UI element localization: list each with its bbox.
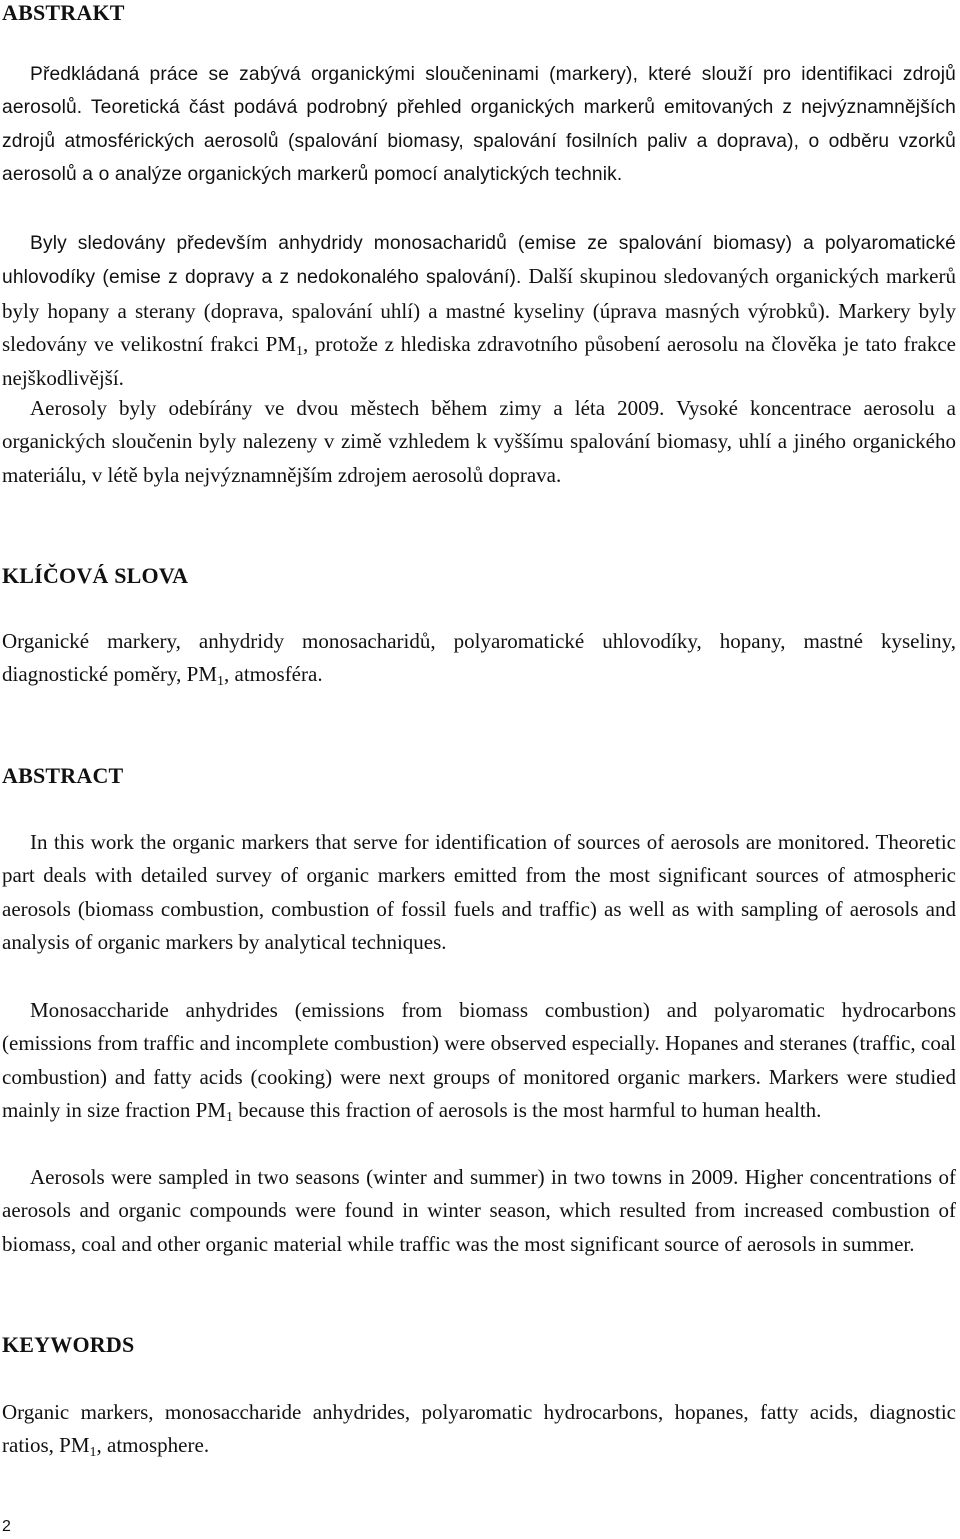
abstract-paragraph-2-text: Monosaccharide anhydrides (emissions from biomass combustion) and polyaromatic hydrocarbons (emissions from traffic and incomplete combustion) were observed especially. Hopanes and steranes (traffic, coal combustion) and fatty acids (cooking) were next groups of monitored organic markers. Markers were studied mainly in size fraction PM	[2, 998, 956, 1123]
abstrakt-paragraph-3: Aerosoly byly odebírány ve dvou městech během zimy a léta 2009. Vysoké koncentrace aerosolu a organických sloučenin byly nalezeny v zimě vzhledem k vyššímu spalování biomasy, uhlí a jiného organického materiálu, v létě byla nejvýznamnějším zdrojem aerosolů doprava.	[2, 396, 956, 487]
keywords-end: , atmosphere.	[96, 1433, 210, 1458]
klicova-slova-end: , atmosféra.	[224, 662, 323, 687]
abstract-paragraph-2	[2, 994, 956, 1128]
abstrakt-paragraph-2-serif-2: Markery byly sledovány ve velikostní frakci PM	[2, 298, 957, 357]
abstract-paragraph-1: In this work the organic markers that serve for identification of sources of aerosols are monitored. Theoretic part deals with detailed survey of organic markers emitted from the most significant sources of atmospheric aerosols (biomass combustion, combustion of fossil fuels and traffic) as well as with sampling of aerosols and analysis of organic markers by analytical techniques.	[2, 830, 956, 955]
abstract-paragraph-2-end: because this fraction of aerosols is the most harmful to human health.	[232, 1098, 822, 1123]
abstrakt-heading: ABSTRAKT	[2, 0, 125, 25]
pm-subscript: 1	[217, 674, 225, 690]
klicova-slova-list: Organické markery, anhydridy monosacharidů, polyaromatické uhlovodíky, hopany, mastné kyseliny, diagnostické poměry, PM	[2, 629, 956, 687]
abstrakt-paragraph-2-serif-1: Další skupinou sledovaných organických markerů byly hopany a sterany (doprava, spalování uhlí) a mastné kyseliny (úprava masných výrobků).	[2, 264, 956, 323]
pm-subscript: 1	[296, 344, 304, 360]
keywords-heading: KEYWORDS	[2, 1332, 135, 1357]
pm-subscript: 1	[225, 1110, 233, 1126]
keywords-text	[2, 1396, 956, 1463]
abstrakt-paragraph-1: Předkládaná práce se zabývá organickými sloučeninami (markery), které slouží pro identifikaci zdrojů aerosolů. Teoretická část podává podrobný přehled organických markerů emitovaných z nejvýznamnějších zdrojů atmosférických aerosolů (spalování biomasy, spalování fosilních paliv a doprava), o odběru vzorků aerosolů a o analýze organických markerů pomocí analytických technik.	[2, 64, 956, 186]
pm-subscript: 1	[89, 1445, 97, 1461]
klicova-slova-heading: KLÍČOVÁ SLOVA	[2, 563, 189, 588]
klicova-slova-text	[2, 625, 956, 692]
abstrakt-paragraph-2-sans: Byly sledovány především anhydridy monosacharidů (emise ze spalování biomasy) a polyaromatické uhlovodíky (emise z dopravy a z nedokonalého spalování).	[2, 233, 956, 289]
abstract-paragraph-3: Aerosols were sampled in two seasons (winter and summer) in two towns in 2009. Higher concentrations of aerosols and organic compounds were found in winter season, which resulted from increased combustion of biomass, coal and other organic material while traffic was the most significant source of aerosols in summer.	[2, 1165, 956, 1256]
abstract-heading: ABSTRACT	[2, 763, 124, 788]
abstrakt-paragraph-2-serif-3: , protože z hlediska zdravotního působení aerosolu na člověka je tato frakce nejškodlivější.	[2, 332, 956, 390]
abstrakt-paragraph-2	[2, 226, 956, 395]
page-number: 2	[2, 1518, 11, 1535]
keywords-list: Organic markers, monosaccharide anhydrides, polyaromatic hydrocarbons, hopanes, fatty acids, diagnostic ratios, PM	[2, 1400, 956, 1458]
